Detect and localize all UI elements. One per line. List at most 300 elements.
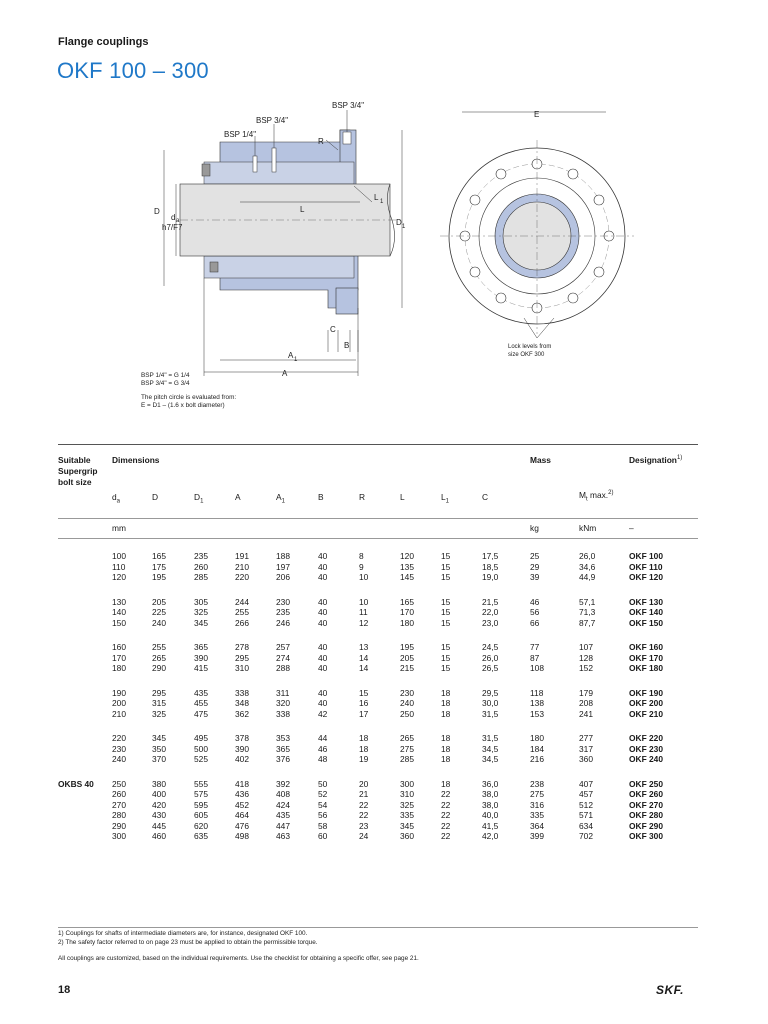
table-cell: 40 <box>318 561 328 572</box>
label-c: C <box>330 325 336 334</box>
label-bsp14: BSP 1/4" <box>224 130 257 139</box>
table-cell: 118 <box>530 687 544 698</box>
table-cell: 15 <box>359 687 369 698</box>
table-cell: 26,0 <box>579 551 596 561</box>
table-cell: 230 <box>112 743 126 754</box>
note-bsp34: BSP 3/4" = G 3/4 <box>141 380 190 387</box>
label-d: D <box>154 207 160 216</box>
port-bsp34 <box>343 132 351 144</box>
table-cell: 14 <box>359 652 369 663</box>
table-cell: 50 <box>318 778 328 789</box>
table-cell: 571 <box>579 810 593 820</box>
table-cell: 338 <box>276 708 290 719</box>
table-cell: 23 <box>359 820 369 831</box>
table-cell: 66 <box>530 617 540 628</box>
table-cell: 285 <box>400 754 414 764</box>
table-cell: 275 <box>400 743 414 754</box>
table-cell: 138 <box>530 698 544 708</box>
unit-kg: kg <box>530 523 539 533</box>
table-cell: 255 <box>152 642 166 652</box>
table-cell: 240 <box>400 698 414 708</box>
header-designation-sup: 1) <box>676 455 683 462</box>
table-cell: 400 <box>152 789 166 799</box>
table-cell: 575 <box>194 789 208 799</box>
header-designation-text: Designation <box>629 455 677 465</box>
table-cell: 160 <box>112 642 126 652</box>
label-da-sub: a <box>176 218 180 224</box>
table-cell: 153 <box>530 708 544 719</box>
table-cell: 24,5 <box>482 642 499 652</box>
table-cell: 278 <box>235 642 249 652</box>
table-cell: 18 <box>441 733 451 743</box>
table-cell: 188 <box>276 551 290 561</box>
subheader-mt: $M_t$ max.$^{2)}$ <box>579 490 614 503</box>
table-cell: 325 <box>400 799 414 810</box>
table-cell: 447 <box>276 820 290 831</box>
table-cell: 463 <box>276 831 290 841</box>
table-cell: 40 <box>318 698 328 708</box>
table-cell: 18 <box>441 754 451 764</box>
port-bsp34-small <box>272 148 276 172</box>
table-cell: 52 <box>318 789 328 799</box>
table-cell: 12 <box>359 617 369 628</box>
table-cell: 54 <box>318 799 328 810</box>
table-cell: 184 <box>530 743 544 754</box>
table-cell: 370 <box>152 754 166 764</box>
table-cell: 362 <box>235 708 249 719</box>
table-cell: 197 <box>276 561 290 572</box>
table-cell: 244 <box>235 596 249 607</box>
table-cell: 205 <box>400 652 414 663</box>
table-cell: 250 <box>400 708 414 719</box>
table-cell: 20 <box>359 778 369 789</box>
table-cell: 30,0 <box>482 698 499 708</box>
table-cell: 288 <box>276 663 290 673</box>
note-formula: E = D1 – (1.6 x bolt diameter) <box>141 402 225 409</box>
designation-cell: OKF 260 <box>629 789 663 799</box>
table-cell: 17 <box>359 708 369 719</box>
label-b: B <box>344 341 350 350</box>
designation-cell: OKF 130 <box>629 596 663 607</box>
lower-hub <box>336 288 358 314</box>
table-cell: 60 <box>318 831 328 841</box>
table-cell: 295 <box>152 687 166 698</box>
sleeve-bottom <box>204 256 354 278</box>
table-cell: 376 <box>276 754 290 764</box>
table-cell: 424 <box>276 799 290 810</box>
table-cell: 360 <box>400 831 414 841</box>
table-cell: 635 <box>194 831 208 841</box>
table-cell: 34,5 <box>482 743 499 754</box>
table-cell: 40 <box>318 617 328 628</box>
table-cell: 10 <box>359 572 369 582</box>
designation-cell: OKF 180 <box>629 663 663 673</box>
table-cell: 500 <box>194 743 208 754</box>
table-cell: 240 <box>112 754 126 764</box>
label-a1-sub: 1 <box>294 357 298 363</box>
table-cell: 10 <box>359 596 369 607</box>
table-cell: 38,0 <box>482 789 499 799</box>
table-cell: 390 <box>235 743 249 754</box>
sleeve-top <box>204 162 354 184</box>
table-cell: 310 <box>400 789 414 799</box>
subheader-l1: $L_1$ <box>441 492 450 505</box>
table-cell: 464 <box>235 810 249 820</box>
table-cell: 512 <box>579 799 593 810</box>
table-cell: 335 <box>530 810 544 820</box>
table-cell: 265 <box>400 733 414 743</box>
table-cell: 15 <box>441 642 451 652</box>
table-cell: 48 <box>318 754 328 764</box>
table-cell: 345 <box>400 820 414 831</box>
subheader-a1: $A_1$ <box>276 492 285 505</box>
designation-cell: OKF 170 <box>629 652 663 663</box>
table-cell: 23,0 <box>482 617 499 628</box>
table-cell: 15 <box>441 617 451 628</box>
table-cell: 345 <box>152 733 166 743</box>
table-cell: 285 <box>194 572 208 582</box>
table-cell: 40 <box>318 652 328 663</box>
table-cell: 430 <box>152 810 166 820</box>
page-number: 18 <box>58 984 71 996</box>
table-cell: 605 <box>194 810 208 820</box>
table-cell: 390 <box>194 652 208 663</box>
table-cell: 435 <box>276 810 290 820</box>
table-cell: 165 <box>152 551 166 561</box>
table-cell: 348 <box>235 698 249 708</box>
table-cell: 22 <box>359 810 369 820</box>
unit-knm: kNm <box>579 523 597 533</box>
nut-bottom <box>210 262 218 272</box>
nut-top <box>202 164 210 176</box>
designation-cell: OKF 240 <box>629 754 663 764</box>
table-cell: 40 <box>318 687 328 698</box>
table-cell: 225 <box>152 607 166 617</box>
table-cell: 87,7 <box>579 617 596 628</box>
table-cell: 11 <box>359 607 368 617</box>
table-cell: 420 <box>152 799 166 810</box>
table-cell: 77 <box>530 642 540 652</box>
table-cell: 179 <box>579 687 593 698</box>
label-bsp34: BSP 3/4" <box>332 101 365 110</box>
table-cell: 135 <box>400 561 414 572</box>
designation-cell: OKF 230 <box>629 743 663 754</box>
table-cell: 230 <box>276 596 290 607</box>
table-cell: 445 <box>152 820 166 831</box>
table-cell: 311 <box>276 687 290 698</box>
table-cell: 350 <box>152 743 166 754</box>
table-cell: 338 <box>235 687 249 698</box>
table-cell: 216 <box>530 754 544 764</box>
table-cell: 25 <box>530 551 540 561</box>
table-cell: 46 <box>318 743 328 754</box>
label-bsp34b: BSP 3/4" <box>256 116 289 125</box>
designation-cell: OKF 300 <box>629 831 663 841</box>
lock-note-1: Lock levels from <box>508 344 552 350</box>
table-cell: 353 <box>276 733 290 743</box>
header-suitable-1: Suitable <box>58 455 91 465</box>
table-cell: 399 <box>530 831 544 841</box>
label-a: A <box>282 369 288 378</box>
table-cell: 15 <box>441 572 451 582</box>
table-cell: 275 <box>530 789 544 799</box>
table-cell: 18 <box>359 733 369 743</box>
footnote-2: 2) The safety factor referred to on page 23 must be applied to obtain the permissible torque. <box>58 939 318 946</box>
table-cell: 71,3 <box>579 607 596 617</box>
subheader-d: D <box>152 492 159 502</box>
table-cell: 40 <box>318 551 328 561</box>
table-cell: 191 <box>235 551 249 561</box>
section-title: Flange couplings <box>58 36 149 48</box>
designation-cell: OKF 190 <box>629 687 663 698</box>
note-bsp14: BSP 1/4" = G 1/4 <box>141 372 190 379</box>
header-suitable-3: bolt size <box>58 477 92 487</box>
unit-designation: – <box>629 523 634 533</box>
table-cell: 8 <box>359 551 364 561</box>
footnote-1: 1) Couplings for shafts of intermediate diameters are, for instance, designated OKF 100. <box>58 930 308 937</box>
table-cell: 310 <box>235 663 249 673</box>
table-cell: 152 <box>579 663 593 673</box>
designation-cell: OKF 220 <box>629 733 663 743</box>
table-cell: 22 <box>441 831 451 841</box>
skf-logo: SKF. <box>656 983 685 997</box>
table-cell: 40 <box>318 607 328 617</box>
table-cell: 195 <box>152 572 166 582</box>
table-cell: 208 <box>579 698 593 708</box>
header-mass: Mass <box>530 455 551 465</box>
table-cell: 380 <box>152 778 166 789</box>
table-cell: 29 <box>530 561 540 572</box>
subheader-d1: $D_1$ <box>194 492 204 505</box>
table-cell: 190 <box>112 687 126 698</box>
table-cell: 145 <box>400 572 414 582</box>
table-cell: 22 <box>441 810 451 820</box>
unit-mm: mm <box>112 523 126 533</box>
table-cell: 555 <box>194 778 208 789</box>
designation-cell: OKF 250 <box>629 778 663 789</box>
table-cell: 364 <box>530 820 544 831</box>
header-suitable <box>58 455 98 488</box>
table-cell: 220 <box>235 572 249 582</box>
table-cell: 31,5 <box>482 708 499 719</box>
table-cell: 15 <box>441 551 451 561</box>
table-cell: 19 <box>359 754 369 764</box>
table-cell: 40 <box>318 663 328 673</box>
table-cell: 360 <box>579 754 593 764</box>
table-cell: 235 <box>194 551 208 561</box>
table-cell: 290 <box>112 820 126 831</box>
table-cell: 455 <box>194 698 208 708</box>
designation-cell: OKF 200 <box>629 698 663 708</box>
table-cell: 165 <box>400 596 414 607</box>
table-cell: 15 <box>441 596 451 607</box>
table-cell: 215 <box>400 663 414 673</box>
drawing-notes <box>141 372 236 410</box>
table-cell: 392 <box>276 778 290 789</box>
table-cell: 22 <box>441 820 451 831</box>
designation-cell: OKF 100 <box>629 551 663 561</box>
table-cell: 26,5 <box>482 663 499 673</box>
table-cell: 24 <box>359 831 369 841</box>
table-cell: 418 <box>235 778 249 789</box>
table-cell: 200 <box>112 698 126 708</box>
table-cell: 150 <box>112 617 126 628</box>
designation-cell: OKF 150 <box>629 617 663 628</box>
table-cell: 40 <box>318 596 328 607</box>
table-cell: 108 <box>530 663 544 673</box>
table-cell: 18 <box>441 687 451 698</box>
table-cell: 274 <box>276 652 290 663</box>
table-cell: 300 <box>112 831 126 841</box>
table-cell: 415 <box>194 663 208 673</box>
table-cell: 195 <box>400 642 414 652</box>
header-designation <box>629 455 682 465</box>
table-cell: 21 <box>359 789 369 799</box>
footnote-3: All couplings are customized, based on the individual requirements. Use the checklist for obtaining a specific offer, see page 21. <box>58 955 419 962</box>
table-cell: 36,0 <box>482 778 499 789</box>
table-cell: 15 <box>441 561 451 572</box>
table-cell: 378 <box>235 733 249 743</box>
table-cell: 41,5 <box>482 820 499 831</box>
subheader-b: B <box>318 492 324 502</box>
table-cell: 365 <box>194 642 208 652</box>
bolt-size-label: OKBS 40 <box>58 778 94 789</box>
label-e: E <box>534 110 540 119</box>
table-cell: 180 <box>112 663 126 673</box>
table-cell: 14 <box>359 663 369 673</box>
table-cell: 180 <box>530 733 544 743</box>
table-cell: 315 <box>152 698 166 708</box>
subheader-c: C <box>482 492 489 502</box>
table-cell: 110 <box>112 561 126 572</box>
subheader-r: R <box>359 492 366 502</box>
table-cell: 26,0 <box>482 652 499 663</box>
label-r: R <box>318 137 324 146</box>
table-cell: 435 <box>194 687 208 698</box>
note-pitch: The pitch circle is evaluated from: <box>141 394 237 401</box>
table-cell: 277 <box>579 733 593 743</box>
table-cell: 235 <box>276 607 290 617</box>
label-d1-sub: 1 <box>402 224 406 230</box>
table-cell: 180 <box>400 617 414 628</box>
table-cell: 87 <box>530 652 540 663</box>
table-cell: 300 <box>400 778 414 789</box>
label-l1-sub: 1 <box>380 199 384 205</box>
designation-cell: OKF 120 <box>629 572 663 582</box>
table-cell: 128 <box>579 652 593 663</box>
table-cell: 57,1 <box>579 596 596 607</box>
subheader-a: A <box>235 492 241 502</box>
table-cell: 170 <box>400 607 414 617</box>
table-header-rule <box>58 518 698 519</box>
lock-note-2: size OKF 300 <box>508 352 545 358</box>
table-cell: 9 <box>359 561 364 572</box>
table-cell: 240 <box>152 617 166 628</box>
table-cell: 58 <box>318 820 328 831</box>
table-cell: 56 <box>318 810 328 820</box>
table-cell: 316 <box>530 799 544 810</box>
table-cell: 100 <box>112 551 126 561</box>
table-cell: 140 <box>112 607 126 617</box>
label-a1: A <box>288 351 294 360</box>
label-h7f7: h7/F7 <box>162 223 183 232</box>
table-cell: 170 <box>112 652 126 663</box>
table-cell: 460 <box>152 831 166 841</box>
table-cell: 19,0 <box>482 572 499 582</box>
table-cell: 29,5 <box>482 687 499 698</box>
table-cell: 498 <box>235 831 249 841</box>
table-cell: 457 <box>579 789 593 799</box>
table-cell: 305 <box>194 596 208 607</box>
table-cell: 42,0 <box>482 831 499 841</box>
designation-cell: OKF 290 <box>629 820 663 831</box>
lock-lever-pointer <box>524 318 554 338</box>
table-cell: 42 <box>318 708 328 719</box>
table-cell: 34,6 <box>579 561 596 572</box>
table-cell: 39 <box>530 572 540 582</box>
table-cell: 436 <box>235 789 249 799</box>
label-l: L <box>300 205 305 214</box>
table-cell: 241 <box>579 708 593 719</box>
designation-cell: OKF 160 <box>629 642 663 652</box>
page-title: OKF 100 – 300 <box>57 58 209 83</box>
table-cell: 238 <box>530 778 544 789</box>
table-cell: 210 <box>235 561 249 572</box>
table-cell: 475 <box>194 708 208 719</box>
table-cell: 120 <box>112 572 126 582</box>
table-cell: 40,0 <box>482 810 499 820</box>
designation-cell: OKF 110 <box>629 561 663 572</box>
table-cell: 18 <box>441 743 451 754</box>
front-view <box>440 110 634 358</box>
table-cell: 345 <box>194 617 208 628</box>
table-cell: 31,5 <box>482 733 499 743</box>
table-cell: 335 <box>400 810 414 820</box>
table-cell: 18 <box>441 778 451 789</box>
table-cell: 22,0 <box>482 607 499 617</box>
table-cell: 22 <box>441 799 451 810</box>
table-cell: 634 <box>579 820 593 831</box>
table-cell: 257 <box>276 642 290 652</box>
table-cell: 175 <box>152 561 166 572</box>
designation-cell: OKF 140 <box>629 607 663 617</box>
table-cell: 44,9 <box>579 572 596 582</box>
table-cell: 317 <box>579 743 593 754</box>
table-cell: 130 <box>112 596 126 607</box>
table-cell: 15 <box>441 607 451 617</box>
label-da: d <box>171 213 176 222</box>
table-cell: 18,5 <box>482 561 499 572</box>
table-cell: 620 <box>194 820 208 831</box>
footnote-rule <box>58 927 698 928</box>
table-cell: 220 <box>112 733 126 743</box>
table-cell: 270 <box>112 799 126 810</box>
table-unit-rule <box>58 538 698 539</box>
table-cell: 34,5 <box>482 754 499 764</box>
table-cell: 525 <box>194 754 208 764</box>
table-cell: 206 <box>276 572 290 582</box>
table-cell: 44 <box>318 733 328 743</box>
designation-cell: OKF 270 <box>629 799 663 810</box>
table-cell: 16 <box>359 698 369 708</box>
table-cell: 260 <box>194 561 208 572</box>
table-cell: 402 <box>235 754 249 764</box>
table-cell: 40 <box>318 642 328 652</box>
table-cell: 38,0 <box>482 799 499 810</box>
table-cell: 22 <box>441 789 451 799</box>
table-cell: 205 <box>152 596 166 607</box>
label-d1: D <box>396 218 402 227</box>
